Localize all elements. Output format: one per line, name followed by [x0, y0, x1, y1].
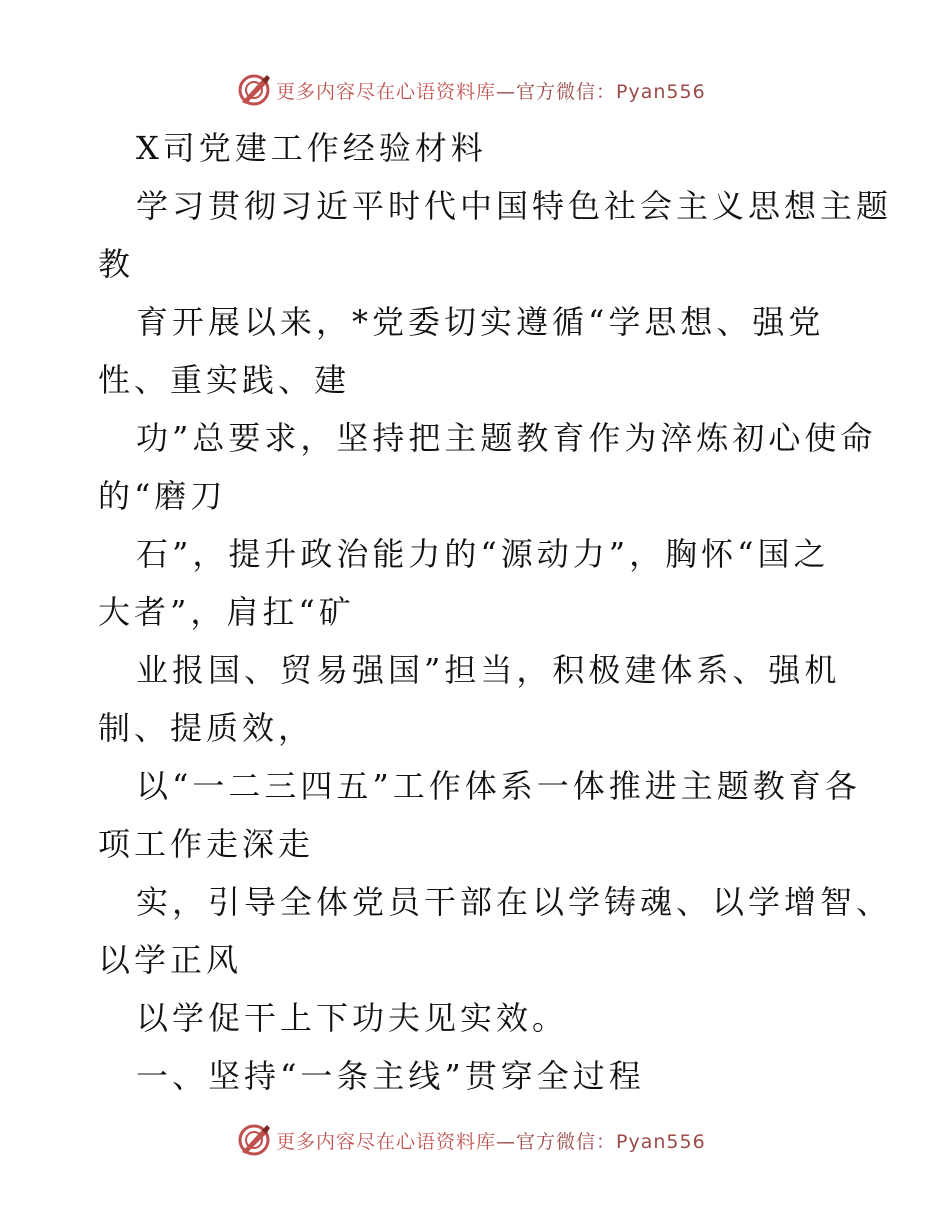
- doc-line: 以学正风: [98, 941, 243, 979]
- doc-line: 石”，提升政治能力的“源动力”，胸怀“国之: [136, 535, 830, 573]
- doc-line: 的“磨刀: [98, 477, 227, 515]
- banner-main: 更多内容尽在心语资料库: [276, 1130, 497, 1153]
- footer-banner: [236, 1120, 706, 1160]
- doc-line: 以“一二三四五”工作体系一体推进主题教育各: [136, 767, 861, 805]
- banner-sep: —: [496, 80, 517, 103]
- doc-title: X司党建工作经验材料: [136, 129, 487, 167]
- pen-logo-icon: [236, 1122, 272, 1158]
- doc-line: 性、重实践、建: [98, 361, 351, 399]
- doc-line: 育开展以来，*党委切实遵循“学思想、强党: [136, 303, 825, 341]
- doc-line: 教: [98, 245, 135, 283]
- banner-text: [276, 1127, 706, 1154]
- banner-sub: 官方微信：Pyan556: [516, 80, 706, 103]
- doc-line: 学习贯彻习近平时代中国特色社会主义思想主题: [136, 187, 893, 225]
- doc-line: 项工作走深走: [98, 825, 315, 863]
- banner-sep: —: [496, 1130, 517, 1153]
- section-heading: 一、坚持“一条主线”贯穿全过程: [136, 1057, 645, 1095]
- doc-line: 以学促干上下功夫见实效。: [136, 999, 569, 1037]
- doc-line: 大者”，肩扛“矿: [98, 593, 355, 631]
- doc-line: 功”总要求，坚持把主题教育作为淬炼初心使命: [136, 419, 877, 457]
- banner-main: 更多内容尽在心语资料库: [276, 80, 497, 103]
- doc-line: 实，引导全体党员干部在以学铸魂、以学增智、: [136, 883, 893, 921]
- doc-line: 制、提质效，: [98, 709, 315, 747]
- doc-line: 业报国、贸易强国”担当，积极建体系、强机: [136, 651, 841, 689]
- banner-sub: 官方微信：Pyan556: [516, 1130, 706, 1153]
